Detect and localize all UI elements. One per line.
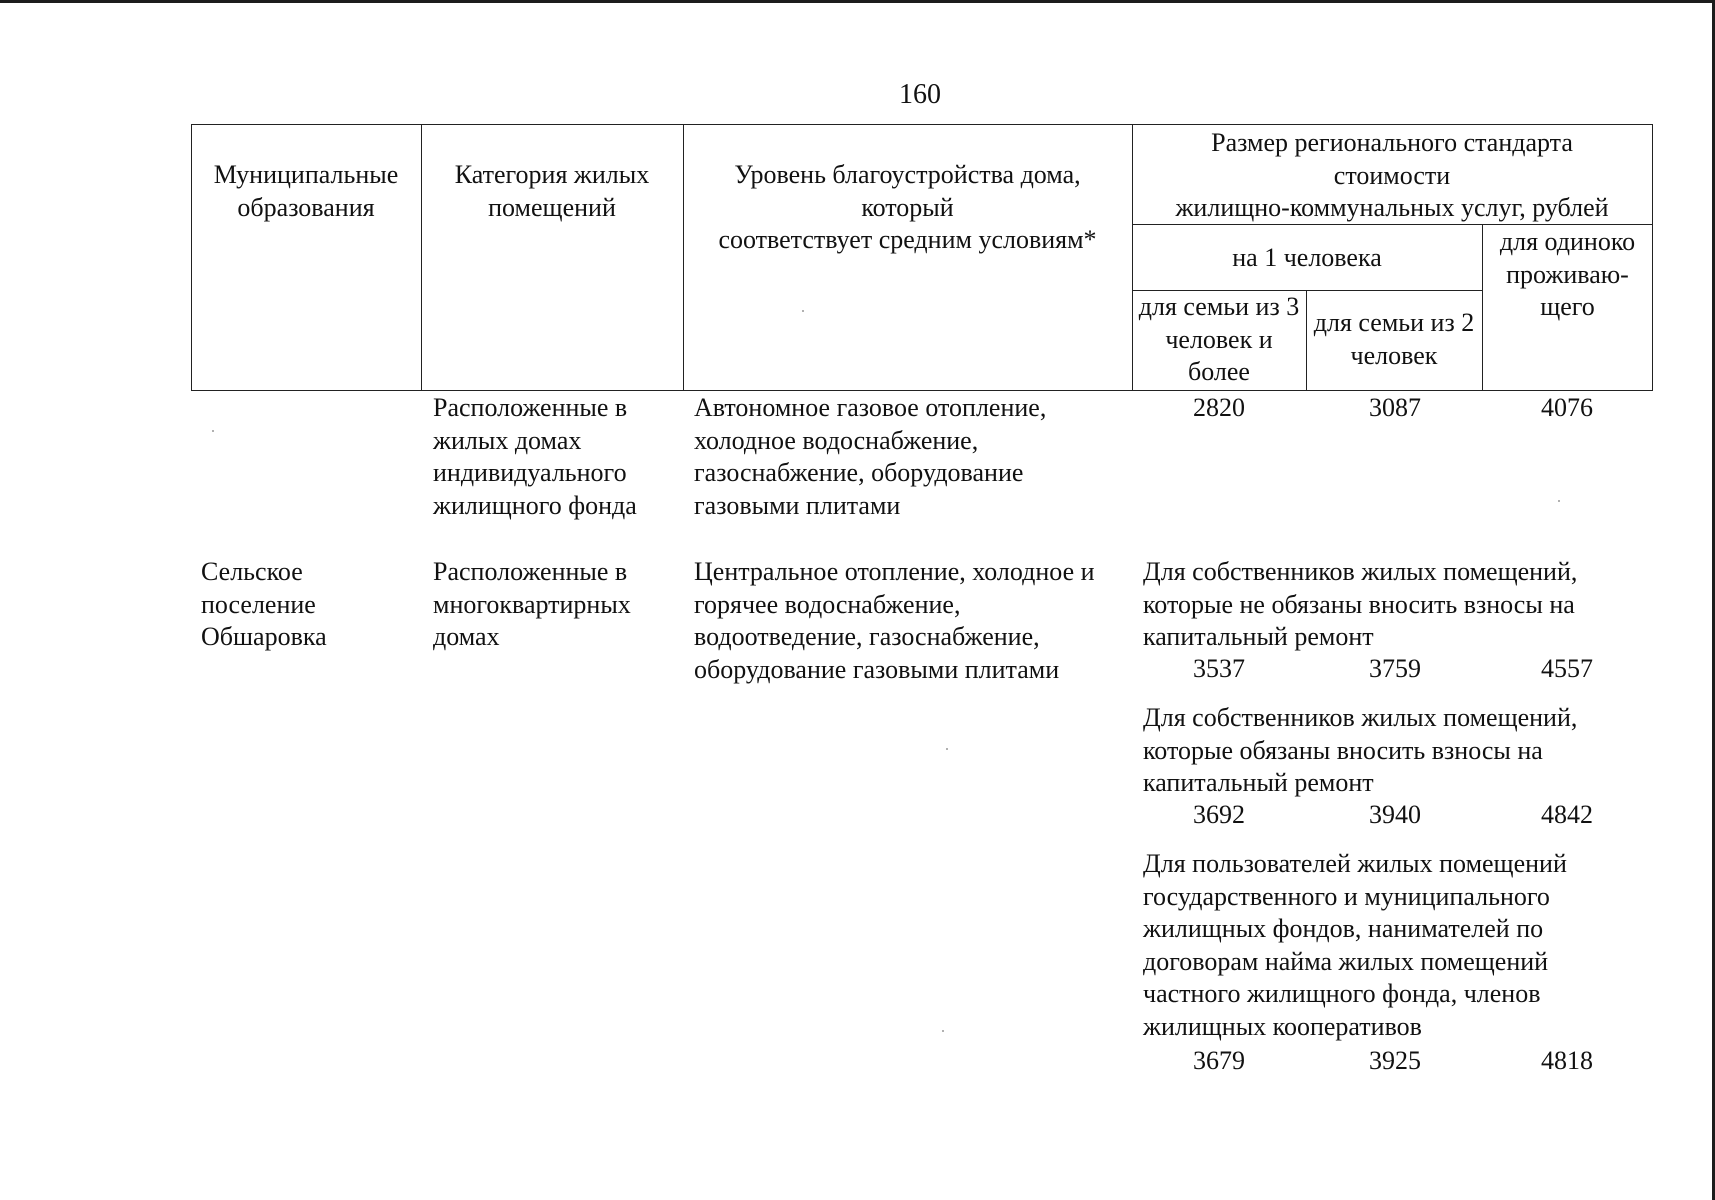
header-level [686,159,1129,257]
row2-group1-value-family3: 3537 [1193,654,1245,683]
row1-value-single: 4076 [1541,393,1593,422]
header-municipal: Муниципальные образования [213,160,399,222]
scan-speck [1558,500,1560,502]
header-size [1135,127,1649,225]
header-level-line1: Уровень благоустройства дома, который [734,160,1081,222]
header-size-line3: жилищно-коммунальных услуг, рублей [1175,193,1609,222]
header-level-line2: соответствует средним условиям* [718,225,1097,254]
header-per-person: на 1 человека [1232,243,1382,272]
row2-group1-value-family2: 3759 [1369,654,1421,683]
scan-edge-top [0,0,1715,3]
header-single: для одиноко проживаю- щего [1499,227,1636,321]
scan-speck [802,310,804,312]
row2-group2-value-family2: 3940 [1369,800,1421,829]
scan-speck [946,748,948,750]
row2-group3-value-family2: 3925 [1369,1046,1421,1075]
header-family3: для семьи из 3 человек и более [1138,292,1300,386]
row1-value-family3: 2820 [1193,393,1245,422]
row1-category: Расположенные в жилых домах индивидуального жилищного фонда [433,393,637,520]
header-size-line1: Размер регионального стандарта [1211,128,1573,157]
header-category: Категория жилых помещений [454,160,650,222]
scan-speck [942,1030,944,1032]
row2-group3-note: Для пользователей жилых помещений государственного и муниципального жилищных фондов, нанимателей по договорам найма жилых помещений частного жилищного фонда, членов жилищных кооперативов [1143,849,1567,1041]
row2-group3-value-family3: 3679 [1193,1046,1245,1075]
scan-speck [212,430,214,432]
row2-group2-value-single: 4842 [1541,800,1593,829]
page-number: 160 [899,79,941,110]
row2-group3-value-single: 4818 [1541,1046,1593,1075]
row1-value-family2: 3087 [1369,393,1421,422]
header-family2: для семьи из 2 человек [1313,308,1475,370]
row2-category: Расположенные в многоквартирных домах [433,557,631,651]
row2-group2-note: Для собственников жилых помещений, которые обязаны вносить взносы на капитальный ремонт [1143,703,1578,797]
header-size-line2: стоимости [1333,160,1451,190]
row2-municipal: Сельское поселение Обшаровка [201,557,327,651]
row2-group2-value-family3: 3692 [1193,800,1245,829]
row2-group1-note: Для собственников жилых помещений, которые не обязаны вносить взносы на капитальный ремонт [1143,557,1578,651]
row2-group1-value-single: 4557 [1541,654,1593,683]
row1-level: Автономное газовое отопление, холодное водоснабжение, газоснабжение, оборудование газовыми плитами [694,393,1047,520]
row2-level: Центральное отопление, холодное и горячее водоснабжение, водоотведение, газоснабжение, оборудование газовыми плитами [694,557,1095,684]
